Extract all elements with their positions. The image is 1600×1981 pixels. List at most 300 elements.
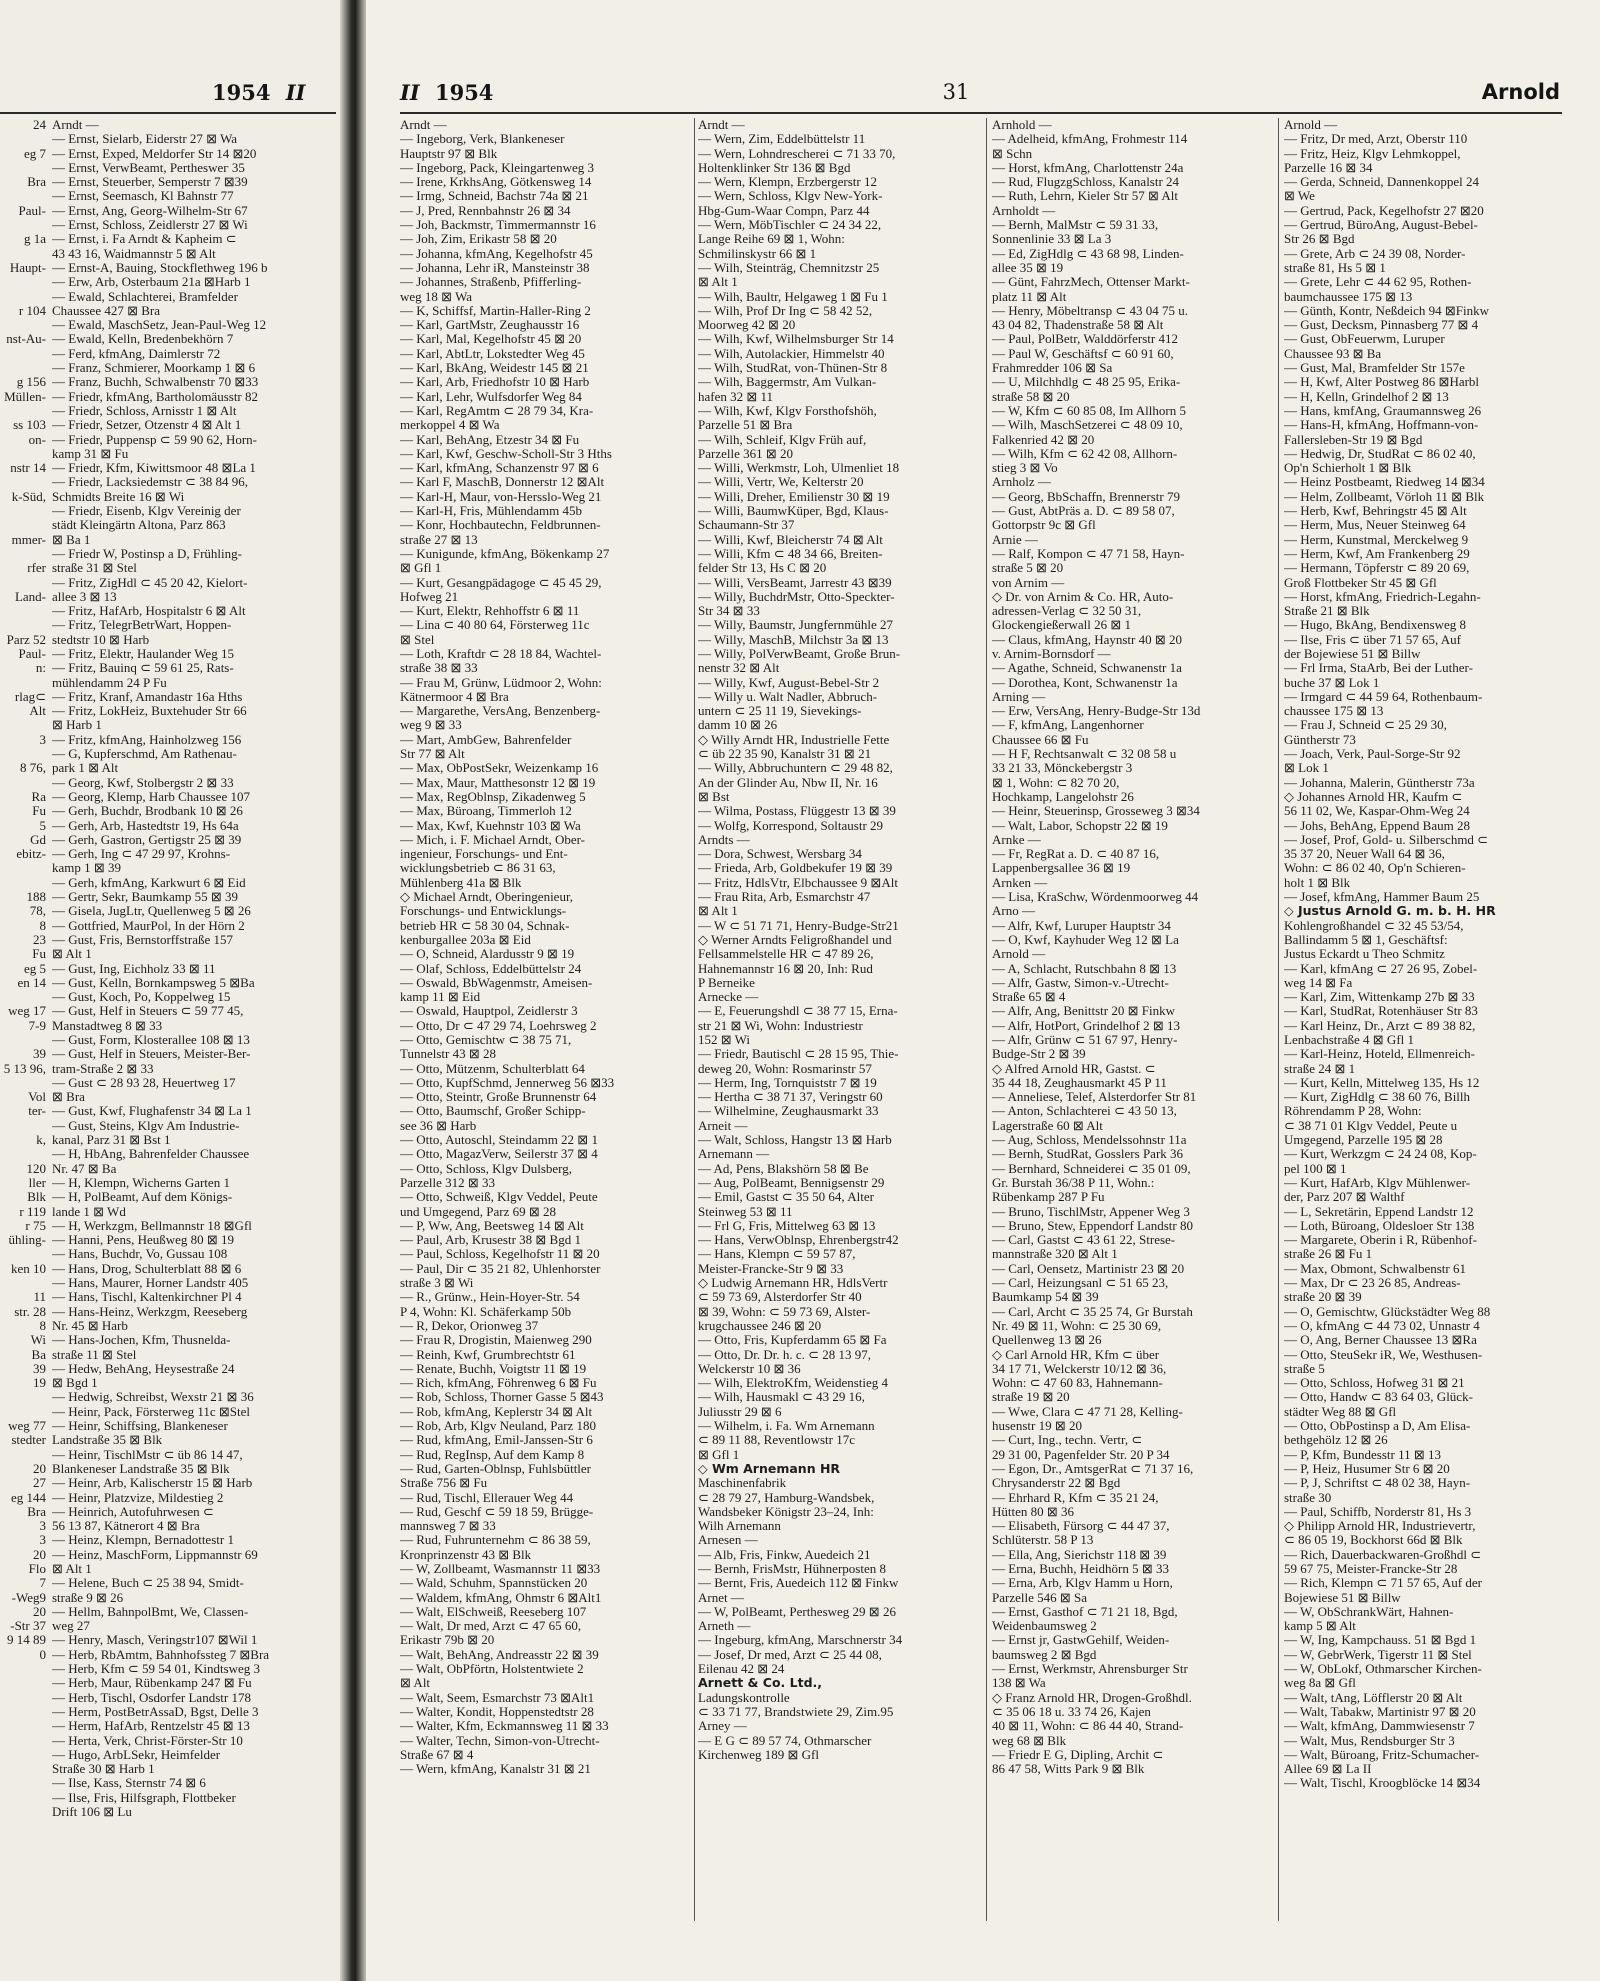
directory-entry: Arndts — [698, 832, 750, 847]
directory-entry: — P, J, Schriftst ⊂ 48 02 38, Hayn- [1284, 1476, 1471, 1491]
directory-entry: — Max, Obmont, Schwalbenstr 61 [1284, 1261, 1466, 1276]
directory-entry: — O, Gemischtw, Glückstädter Weg 88 [1284, 1304, 1491, 1319]
directory-entry: — Willy, BuchdrMstr, Otto-Speckter- [698, 589, 895, 604]
directory-entry: — Joach, Verk, Paul-Sorge-Str 92 [1284, 747, 1461, 762]
directory-entry: Wandsbeker Königstr 23–24, Inh: [698, 1504, 874, 1519]
left-header-year: 1954 [212, 80, 271, 105]
directory-entry [0, 318, 46, 332]
directory-entry: — Hertha ⊂ 38 71 37, Veringstr 60 [698, 1090, 883, 1105]
directory-entry: Parzelle 361 ⊠ 20 [698, 446, 794, 461]
directory-entry: — O, kfmAng ⊂ 44 73 02, Unnastr 4 [1284, 1318, 1480, 1333]
directory-entry: — Rud, Fuhrunternehm ⊂ 86 38 59, [400, 1533, 591, 1548]
directory-entry: — Willy, Baumstr, Jungfernmühle 27 [698, 618, 894, 633]
directory-entry: — Otto, Schweiß, Klgv Veddel, Peute [400, 1190, 598, 1205]
right-page-header-left [400, 80, 520, 110]
directory-entry: baumchaussee 175 ⊠ 13 [1284, 289, 1413, 304]
directory-entry: ⊠ Alt [400, 1676, 431, 1691]
directory-entry: Groß Flottbeker Str 45 ⊠ Gfl [1284, 575, 1437, 590]
directory-entry: — Paul W, Geschäftsf ⊂ 60 91 60, [992, 346, 1174, 361]
directory-entry: ◇ Dr. von Arnim & Co. HR, Auto- [992, 589, 1174, 604]
directory-entry: — Hanni, Pens, Heußweg 80 ⊠ 19 [52, 1233, 235, 1248]
directory-entry: — Otto, MagazVerw, Seilerstr 37 ⊠ 4 [400, 1147, 598, 1162]
directory-entry: — Otto, Fris, Kupferdamm 65 ⊠ Fa [698, 1333, 887, 1348]
directory-entry: — Otto, Steintr, Große Brunnenstr 64 [400, 1090, 597, 1105]
directory-entry [0, 876, 46, 890]
directory-entry: — Bruno, TischlMstr, Appener Weg 3 [992, 1204, 1190, 1219]
directory-entry: — Heinz Postbeamt, Riedweg 14 ⊠34 [1284, 475, 1485, 490]
directory-entry: weg 9 ⊠ 33 [400, 718, 462, 733]
directory-entry: Parzelle 16 ⊠ 34 [1284, 160, 1373, 175]
directory-entry: 40 ⊠ 11, Wohn: ⊂ 86 44 40, Strand- [992, 1719, 1184, 1734]
directory-entry: ◇ Justus Arnold G. m. b. H. HR [1284, 904, 1496, 919]
directory-entry: Bra [27, 175, 46, 190]
directory-entry: — Ingeburg, kfmAng, Marschnerstr 34 [698, 1633, 903, 1648]
directory-entry: damm 10 ⊠ 26 [698, 718, 778, 733]
directory-entry: — Friedr W, Postinsp a D, Frühling- [52, 546, 242, 561]
directory-entry: — Friedr, Puppensp ⊂ 59 90 62, Horn- [52, 432, 257, 447]
directory-entry: — Willi, Kfm ⊂ 48 34 66, Breiten- [698, 546, 883, 561]
directory-entry: 120 [26, 1161, 46, 1176]
directory-entry: — P, Heiz, Husumer Str 6 ⊠ 20 [1284, 1461, 1450, 1476]
directory-entry: Bra [27, 1504, 46, 1519]
directory-entry: Blankeneser Landstraße 35 ⊠ Blk [52, 1461, 230, 1476]
directory-entry: — Josef, Prof, Gold- u. Silberschmd ⊂ [1284, 832, 1489, 847]
directory-entry: — Otto, Dr ⊂ 47 29 74, Loehrsweg 2 [400, 1018, 597, 1033]
directory-entry: — Claus, kfmAng, Haynstr 40 ⊠ 20 [992, 632, 1182, 647]
directory-entry: — Karl-Heinz, Hoteld, Ellmenreich- [1284, 1047, 1475, 1062]
directory-entry: — Ella, Ang, Sierichstr 118 ⊠ 39 [992, 1547, 1167, 1562]
directory-entry: 78, [29, 904, 46, 919]
directory-entry: ⊠ Alt 1 [52, 1561, 92, 1576]
directory-entry: — Gust, Form, Klosterallee 108 ⊠ 13 [52, 1033, 250, 1047]
directory-entry: — Frau J, Schneid ⊂ 25 29 30, [1284, 718, 1447, 733]
directory-entry: — Mart, AmbGew, Bahrenfelder [400, 732, 572, 747]
directory-entry: rfer [27, 561, 46, 576]
book-gutter [340, 0, 368, 1981]
directory-entry: — Wilh, MaschSetzerei ⊂ 48 09 10, [992, 418, 1183, 433]
directory-entry: — Ewald, MaschSetz, Jean-Paul-Weg 12 [52, 318, 267, 333]
directory-entry: — Willy u. Walt Nadler, Abbruch- [698, 689, 878, 704]
directory-entry: — Josef, kfmAng, Hammer Baum 25 [1284, 890, 1480, 905]
directory-entry: — G, Kupferschmd, Am Rathenau- [52, 747, 237, 762]
directory-entry: — Wern, MöbTischler ⊂ 24 34 22, [698, 218, 882, 233]
directory-entry: — Heinr, Pack, Försterweg 11c ⊠Stel [52, 1404, 250, 1419]
directory-entry: ⊂ 38 71 01 Klgv Veddel, Peute u [1284, 1118, 1458, 1133]
left-header-roman: II [285, 80, 306, 105]
directory-entry [0, 1119, 46, 1133]
directory-entry: — Ernst jr, GastwGehilf, Weiden- [992, 1633, 1170, 1648]
directory-entry: Straße 65 ⊠ 4 [992, 990, 1066, 1005]
directory-entry: — Friedr, Bautischl ⊂ 28 15 95, Thie- [698, 1047, 899, 1062]
directory-entry: — Karl Heinz, Dr., Arzt ⊂ 89 38 82, [1284, 1018, 1476, 1033]
directory-entry: — Rob, Arb, Klgv Neuland, Parz 180 [400, 1419, 597, 1434]
directory-entry: — Friedr E G, Dipling, Archit ⊂ [992, 1747, 1164, 1762]
directory-entry: Paul- [18, 646, 46, 661]
directory-entry: — Wilh, Prof Dr Ing ⊂ 58 42 52, [698, 303, 873, 318]
directory-entry: — Hugo, BkAng, Bendixensweg 8 [1284, 618, 1466, 633]
directory-entry: Holtenklinker Str 136 ⊠ Bgd [698, 160, 851, 175]
directory-entry: en 14 [17, 975, 46, 990]
directory-entry: Eilenau 42 ⊠ 24 [698, 1662, 785, 1677]
directory-entry: — Wern, Klempn, Erzbergerstr 12 [698, 175, 877, 190]
directory-entry: Rübenkamp 287 P Fu [992, 1190, 1105, 1205]
directory-entry: Maschinenfabrik [698, 1476, 787, 1491]
directory-entry: ⊂ 33 71 77, Brandstwiete 29, Zim.95 [698, 1704, 894, 1719]
directory-entry: Arndt — [400, 118, 447, 132]
directory-entry: städter Weg 88 ⊠ Gfl [1284, 1404, 1397, 1419]
directory-entry: — Wern, Lohndrescherei ⊂ 71 33 70, [698, 146, 896, 161]
directory-entry: deweg 20, Wohn: Rosmarinstr 57 [698, 1061, 872, 1076]
directory-entry: — Kunigunde, kfmAng, Bökenkamp 27 [400, 546, 610, 561]
directory-entry: — Franz, Schmierer, Moorkamp 1 ⊠ 6 [52, 361, 256, 376]
directory-entry: — Heinrich, Autofuhrwesen ⊂ [52, 1504, 214, 1519]
directory-entry: 43 04 82, Thadenstraße 58 ⊠ Alt [992, 318, 1164, 333]
directory-entry: — U, Milchhdlg ⊂ 48 25 95, Erika- [992, 375, 1181, 390]
right-column-4 [1284, 118, 1566, 1791]
directory-entry: Müllen- [4, 389, 46, 404]
directory-entry: — Gust, Steins, Klgv Am Industrie- [52, 1118, 240, 1133]
directory-entry: — Otto, KupfSchmd, Jennerweg 56 ⊠33 [400, 1075, 615, 1090]
directory-entry: — Egon, Dr., AmtsgerRat ⊂ 71 37 16, [992, 1461, 1194, 1476]
directory-entry: Falkenried 42 ⊠ 20 [992, 432, 1095, 447]
directory-entry: — Erw, Arb, Osterbaum 21a ⊠Harb 1 [52, 275, 251, 290]
right-column-2 [698, 118, 982, 1762]
directory-entry: — Karl-H, Maur, von-Hersslo-Weg 21 [400, 489, 602, 504]
directory-entry: straße 5 ⊠ 20 [992, 561, 1064, 576]
directory-entry: Parzelle 546 ⊠ Sa [992, 1590, 1088, 1605]
directory-entry: — Karl, Mal, Kegelhofstr 45 ⊠ 20 [400, 332, 582, 347]
directory-entry: on- [28, 432, 46, 447]
directory-entry: — Dora, Schwest, Wersbarg 34 [698, 847, 862, 862]
directory-entry: — Gust, Kwf, Flughafenstr 34 ⊠ La 1 [52, 1104, 252, 1119]
directory-entry: — Walt, Seem, Esmarchstr 73 ⊠Alt1 [400, 1690, 595, 1705]
directory-entry: — Irmg, Schneid, Bachstr 74a ⊠ 21 [400, 189, 589, 204]
directory-entry: Wohn: ⊂ 86 02 40, Op'n Schieren- [1284, 861, 1466, 876]
directory-entry: — Gust, Koch, Po, Koppelweg 15 [52, 990, 231, 1005]
directory-entry: holt 1 ⊠ Blk [1284, 875, 1351, 890]
directory-entry: mmer- [11, 532, 46, 547]
directory-entry [0, 618, 46, 632]
directory-entry: — Ralf, Kompon ⊂ 47 71 58, Hayn- [992, 546, 1185, 561]
directory-entry: Schlüterstr. 58 P 13 [992, 1533, 1094, 1548]
directory-entry: allee 3 ⊠ 13 [52, 589, 117, 604]
directory-entry: Arnold — [1284, 118, 1338, 132]
directory-entry: felder Str 13, Hs C ⊠ 20 [698, 561, 827, 576]
directory-entry: Vol [28, 1090, 46, 1105]
directory-entry [0, 275, 46, 289]
directory-entry: ◇ Werner Arndts Feligroßhandel und [698, 932, 892, 947]
directory-entry: pel 100 ⊠ 1 [1284, 1161, 1347, 1176]
directory-entry: ⊠ Bra [52, 1090, 85, 1105]
directory-entry: — H F, Rechtsanwalt ⊂ 32 08 58 u [992, 747, 1177, 762]
directory-entry: — Willi, VersBeamt, Jarrestr 43 ⊠39 [698, 575, 892, 590]
directory-entry: — Paul, Arb, Krusestr 38 ⊠ Bgd 1 [400, 1233, 581, 1248]
directory-entry: straße 38 ⊠ 33 [400, 661, 478, 676]
directory-entry: Umgegend, Parzelle 195 ⊠ 28 [1284, 1133, 1443, 1148]
directory-entry: — Irene, KrkhsAng, Götkensweg 14 [400, 175, 592, 190]
directory-entry: buche 37 ⊠ Lok 1 [1284, 675, 1380, 690]
directory-entry: Moorweg 42 ⊠ 20 [698, 318, 796, 333]
directory-entry: Ra [31, 789, 46, 804]
directory-entry: — Herb, Kfm ⊂ 59 54 01, Kindtsweg 3 [52, 1662, 261, 1677]
directory-entry: — F, kfmAng, Langenhorner [992, 718, 1144, 733]
directory-entry: g 156 [16, 375, 46, 390]
directory-entry: — Friedr, Eisenb, Klgv Vereinig der [52, 504, 241, 519]
directory-entry: — Ingeborg, Verk, Blankeneser [400, 132, 565, 147]
directory-entry [0, 676, 46, 690]
directory-entry: An der Glinder Au, Nbw II, Nr. 16 [698, 775, 878, 790]
directory-entry: — Otto, Autoschl, Steindamm 22 ⊠ 1 [400, 1133, 598, 1148]
directory-entry: Str 34 ⊠ 33 [698, 604, 760, 619]
left-column-arndt [52, 118, 338, 1819]
directory-entry: — Aug, PolBeamt, Bennigsenstr 29 [698, 1175, 885, 1190]
directory-entry: ⊂ 35 06 18 u. 33 74 26, Kajen [992, 1704, 1151, 1719]
directory-entry: — Rud, Geschf ⊂ 59 18 59, Brügge- [400, 1504, 594, 1519]
directory-entry: — Fritz, kfmAng, Hainholzweg 156 [52, 732, 242, 747]
directory-entry: — Karl, kfmAng, Schanzenstr 97 ⊠ 6 [400, 461, 599, 476]
directory-entry: ken 10 [10, 1261, 46, 1276]
directory-entry: -Weg9 [11, 1590, 46, 1605]
directory-entry: Fu [32, 804, 46, 819]
directory-entry: weg 18 ⊠ Wa [400, 289, 473, 304]
directory-entry: — Ernst, VerwBeamt, Pertheswег 35 [52, 160, 245, 175]
directory-entry: — Horst, kfmAng, Friedrich-Legahn- [1284, 589, 1481, 604]
directory-entry: Arnhold — [992, 118, 1052, 132]
directory-entry: kamp 31 ⊠ Fu [52, 446, 129, 461]
directory-entry: Lappenbergsallee 36 ⊠ 19 [992, 861, 1131, 876]
directory-entry: 20 [33, 1604, 46, 1619]
directory-entry: Land- [14, 589, 46, 604]
directory-entry: — Heinr, Platzvize, Mildestieg 2 [52, 1490, 224, 1505]
directory-entry: Chaussee 93 ⊠ Ba [1284, 346, 1382, 361]
directory-entry: — Max, ObPostSekr, Weizenkamp 16 [400, 761, 599, 776]
directory-entry: ⊠ Bst [698, 789, 730, 804]
directory-entry: — Gertrud, BüroAng, August-Bebel- [1284, 218, 1478, 233]
directory-entry: — Gerh, Gastron, Gertigstr 25 ⊠ 39 [52, 832, 242, 847]
directory-entry: — Rich, Klempn ⊂ 71 57 65, Auf der [1284, 1576, 1482, 1591]
directory-entry: chaussee 175 ⊠ 13 [1284, 704, 1384, 719]
directory-entry: merkoppel 4 ⊠ Wa [400, 418, 500, 433]
directory-entry: Arning — [992, 689, 1046, 704]
directory-entry: — Walt, Tischl, Kroogblöcke 14 ⊠34 [1284, 1776, 1481, 1791]
directory-entry: — W, Kfm ⊂ 60 85 08, Im Allhorn 5 [992, 403, 1186, 418]
directory-entry: Straße 21 ⊠ Blk [1284, 604, 1370, 619]
directory-entry: Arnett & Co. Ltd., [698, 1676, 823, 1691]
directory-entry: — Fritz, Elektr, Haulander Weg 15 [52, 646, 234, 661]
directory-entry: ⊠ Alt 1 [52, 947, 92, 962]
directory-entry: — Hedw, BehAng, Heysestraße 24 [52, 1361, 235, 1376]
directory-entry: — Mich, i. F. Michael Arndt, Ober- [400, 832, 586, 847]
directory-entry: — Gertr, Sekr, Baumkamp 55 ⊠ 39 [52, 890, 239, 905]
directory-entry [0, 518, 46, 532]
directory-entry: — Friedr, Schloss, Arnisstr 1 ⊠ Alt [52, 403, 237, 418]
directory-entry: — Alfr, Ang, Benittstr 20 ⊠ Finkw [992, 1004, 1175, 1019]
directory-entry: Gottorpstr 9c ⊠ Gfl [992, 518, 1096, 533]
directory-entry [0, 861, 46, 875]
directory-entry [0, 1147, 46, 1161]
directory-entry: Schaumann-Str 37 [698, 518, 795, 533]
directory-entry: Arnesen — [698, 1533, 758, 1548]
directory-entry: — Franz, Buchh, Schwalbenstr 70 ⊠33 [52, 375, 259, 390]
directory-entry: — O, Kwf, Kayhuder Weg 12 ⊠ La [992, 932, 1179, 947]
directory-entry: — Wern, Zim, Eddelbüttelstr 11 [698, 132, 866, 147]
directory-entry: Hbg-Gum-Waar Compn, Parz 44 [698, 203, 870, 218]
directory-entry: — Otto, SteuSekr iR, We, Westhusen- [1284, 1347, 1483, 1362]
directory-entry: — Loth, Kraftdr ⊂ 28 18 84, Wachtel- [400, 646, 602, 661]
directory-entry: — Hans, Klempn ⊂ 59 57 87, [698, 1247, 856, 1262]
directory-entry: Arnholdt — [992, 203, 1056, 218]
directory-entry: Juliusstr 29 ⊠ 6 [698, 1404, 782, 1419]
directory-entry: 56 11 02, We, Kaspar-Ohm-Weg 24 [1284, 804, 1470, 819]
directory-entry: — Ed, ZigHdlg ⊂ 43 68 98, Linden- [992, 246, 1184, 261]
directory-entry: — W, PolBeamt, Perthesweg 29 ⊠ 26 [698, 1604, 896, 1619]
directory-entry: 7 [39, 1576, 46, 1591]
directory-entry: Straße 756 ⊠ Fu [400, 1476, 488, 1491]
directory-entry: — Willi, Vertr, We, Kelterstr 20 [698, 475, 864, 490]
directory-entry: 8 [39, 1318, 46, 1333]
directory-entry [0, 776, 46, 790]
directory-entry: — J, Pred, Rennbahnstr 26 ⊠ 34 [400, 203, 571, 218]
directory-entry: — Gisela, JugLtr, Quellenweg 5 ⊠ 26 [52, 904, 251, 919]
directory-entry: straße 20 ⊠ 39 [1284, 1290, 1362, 1305]
directory-entry: — Oswald, BbWagenmstr, Ameisen- [400, 975, 593, 990]
directory-entry: kanal, Parz 31 ⊠ Bst 1 [52, 1133, 171, 1148]
directory-entry: ⊠ Gfl 1 [698, 1447, 740, 1462]
directory-entry: ◇ Ludwig Arnemann HR, HdlsVertr [698, 1276, 888, 1291]
directory-entry: ⊠ Lok 1 [1284, 761, 1329, 776]
directory-entry: Haupt- [9, 260, 46, 275]
directory-entry: Steinweg 53 ⊠ 11 [698, 1204, 793, 1219]
directory-entry: — Hermann, Töpferstr ⊂ 89 20 69, [1284, 561, 1470, 576]
directory-entry: — Lisa, KraSchw, Wördenmoorweg 44 [992, 890, 1199, 905]
directory-entry: — Ewald, Schlachterei, Bramfelder [52, 289, 238, 304]
directory-entry: — Rud, Tischl, Ellerauer Weg 44 [400, 1490, 574, 1505]
directory-entry: 7-9 [28, 1018, 46, 1033]
directory-entry: — Rud, RegInsp, Auf dem Kamp 8 [400, 1447, 585, 1462]
directory-entry: — Rich, kfmAng, Föhrenweg 6 ⊠ Fu [400, 1376, 597, 1391]
directory-entry: allee 35 ⊠ 19 [992, 260, 1064, 275]
directory-entry: — Heinr, TischlMstr ⊂ üb 86 14 47, [52, 1447, 243, 1462]
directory-entry [0, 504, 46, 518]
directory-entry: — Ilse, Fris ⊂ über 71 57 65, Auf [1284, 632, 1461, 647]
directory-entry: straße 9 ⊠ 26 [52, 1590, 124, 1605]
directory-entry: — Henry, Möbeltransp ⊂ 43 04 75 u. [992, 303, 1188, 318]
directory-entry: Nr. 47 ⊠ Ba [52, 1161, 117, 1176]
directory-entry: — Fritz, ZigHdl ⊂ 45 20 42, Kielort- [52, 575, 248, 590]
directory-entry: 5 [39, 818, 46, 833]
right-column-1 [400, 118, 692, 1776]
directory-entry: Arnken — [992, 875, 1048, 890]
directory-entry: straße 24 ⊠ 1 [1284, 1061, 1356, 1076]
directory-entry: — Ehrhard R, Kfm ⊂ 35 21 24, [992, 1490, 1159, 1505]
directory-entry: Mühlenberg 41a ⊠ Blk [400, 875, 522, 890]
directory-entry: — Bernt, Fris, Auedeich 112 ⊠ Finkw [698, 1576, 899, 1591]
directory-entry: Ladungskontrolle [698, 1690, 790, 1705]
directory-entry: — Ernst-A, Bauing, Stockflethweg 196 b [52, 260, 268, 275]
directory-entry: — Elisabeth, Fürsorg ⊂ 44 47 37, [992, 1519, 1170, 1534]
directory-entry: — Alfr, Gastw, Simon-v.-Utrecht- [992, 975, 1169, 990]
directory-entry: Op'n Schierholt 1 ⊠ Blk [1284, 461, 1412, 476]
directory-entry: — Gust, Mal, Bramfelder Str 157e [1284, 361, 1465, 376]
directory-entry: — Wilh, Baultr, Helgaweg 1 ⊠ Fu 1 [698, 289, 888, 304]
directory-entry: ⊠ Ba 1 [52, 532, 91, 547]
directory-entry: Ballindamm 5 ⊠ 1, Geschäftsf: [1284, 932, 1448, 947]
directory-entry: 0 [39, 1647, 46, 1662]
directory-entry: — Bernh, FrisMstr, Hühnerposten 8 [698, 1561, 886, 1576]
directory-entry: v. Arnim-Bornsdorf — [992, 646, 1111, 661]
directory-entry: Lenbachstraße 4 ⊠ Gfl 1 [1284, 1033, 1415, 1047]
directory-entry: Str 77 ⊠ Alt [400, 747, 465, 762]
directory-entry [0, 361, 46, 375]
directory-entry: Straße 67 ⊠ 4 [400, 1747, 474, 1762]
directory-entry: Ba [31, 1347, 46, 1362]
directory-entry: — E G ⊂ 89 57 74, Othmarscher [698, 1733, 872, 1748]
directory-entry: — Wilh, Hausmakl ⊂ 43 29 16, [698, 1390, 865, 1405]
directory-entry: Kirchenweg 189 ⊠ Gfl [698, 1747, 819, 1762]
directory-entry: — Willi, Werkmstr, Loh, Ulmenliet 18 [698, 461, 900, 476]
right-header-rule [400, 112, 1562, 114]
directory-entry: — Oswald, Hauptpol, Zeidlerstr 3 [400, 1004, 578, 1019]
directory-entry: — Heinz, Klempn, Bernadottestr 1 [52, 1533, 234, 1548]
directory-entry: — Hans, VerwOblnsp, Ehrenbergstr42 [698, 1233, 899, 1248]
directory-entry: — Wwe, Clara ⊂ 47 71 28, Kelling- [992, 1404, 1183, 1419]
directory-entry: — Ilse, Kass, Sternstr 74 ⊠ 6 [52, 1776, 206, 1791]
directory-entry: ⊠ Alt 1 [698, 904, 738, 919]
directory-entry [0, 132, 46, 146]
directory-entry: Meister-Francke-Str 9 ⊠ 33 [698, 1261, 844, 1276]
directory-entry: P 4, Wohn: Kl. Schäferkamp 50b [400, 1304, 572, 1319]
directory-entry: — Josef, Dr med, Arzt ⊂ 25 44 08, [698, 1647, 882, 1662]
directory-entry: — Johanna, Lehr iR, Mansteinstr 38 [400, 260, 590, 275]
directory-entry: — Horst, kfmAng, Charlottenstr 24a [992, 160, 1184, 175]
directory-entry: — Gust, Ing, Eichholz 33 ⊠ 11 [52, 961, 216, 976]
directory-entry: weg 68 ⊠ Blk [992, 1733, 1067, 1748]
directory-entry: Schmilinskystr 66 ⊠ 1 [698, 246, 817, 261]
directory-entry: — Lina ⊂ 40 80 64, Försterweg 11c [400, 618, 590, 633]
directory-entry: Chaussee 66 ⊠ Fu [992, 732, 1089, 747]
left-page [0, 0, 342, 1981]
directory-entry [0, 347, 46, 361]
directory-entry: — Heinr, Steuerinsp, Grosseweg 3 ⊠34 [992, 804, 1200, 819]
directory-entry: — Günt, FahrzMech, Ottenser Markt- [992, 275, 1190, 290]
directory-entry: 8 76, [20, 761, 46, 776]
directory-entry: Arndt — [698, 118, 745, 132]
directory-entry: wicklungsbetrieb ⊂ 86 31 63, [400, 861, 556, 876]
directory-entry [0, 576, 46, 590]
directory-entry: r 119 [19, 1204, 46, 1219]
directory-entry: Baumkamp 54 ⊠ 39 [992, 1290, 1099, 1305]
directory-entry: untern ⊂ 25 11 19, Sievekings- [698, 704, 862, 719]
directory-entry: — Aug, Schloss, Mendelssohnstr 11a [992, 1133, 1187, 1148]
directory-entry: — H, Werkzgm, Bellmannstr 18 ⊠Gfl [52, 1218, 252, 1233]
directory-entry: see 36 ⊠ Harb [400, 1118, 477, 1133]
directory-entry: — H, Kwf, Alter Postweg 86 ⊠Harbl [1284, 375, 1480, 390]
directory-entry: — Johannes, Straßenb, Pfifferling- [400, 275, 582, 290]
directory-entry: — Walt, Tabakw, Martinistr 97 ⊠ 20 [1284, 1704, 1476, 1719]
directory-entry: — Paul, Schloss, Kegelhofstr 11 ⊠ 20 [400, 1247, 600, 1262]
directory-entry: Arnemann — [698, 1147, 770, 1162]
directory-entry: ◇ Wm Arnemann HR [698, 1461, 841, 1476]
directory-entry: ◇ Johannes Arnold HR, Kaufm ⊂ [1284, 789, 1463, 804]
directory-entry: Lange Reihe 69 ⊠ 1, Wohn: [698, 232, 845, 247]
right-header-year: 1954 [434, 80, 494, 105]
directory-entry: 3 [39, 732, 46, 747]
directory-entry: — W, Ing, Kampchauss. 51 ⊠ Bgd 1 [1284, 1633, 1477, 1648]
directory-entry: 188 [26, 890, 46, 905]
directory-entry: — Kurt, HafArb, Klgv Mühlenwer- [1284, 1175, 1471, 1190]
directory-entry: — Karl, BehAng, Etzestr 34 ⊠ Fu [400, 432, 580, 447]
directory-entry: — Ernst, Gasthof ⊂ 71 21 18, Bgd, [992, 1604, 1178, 1619]
